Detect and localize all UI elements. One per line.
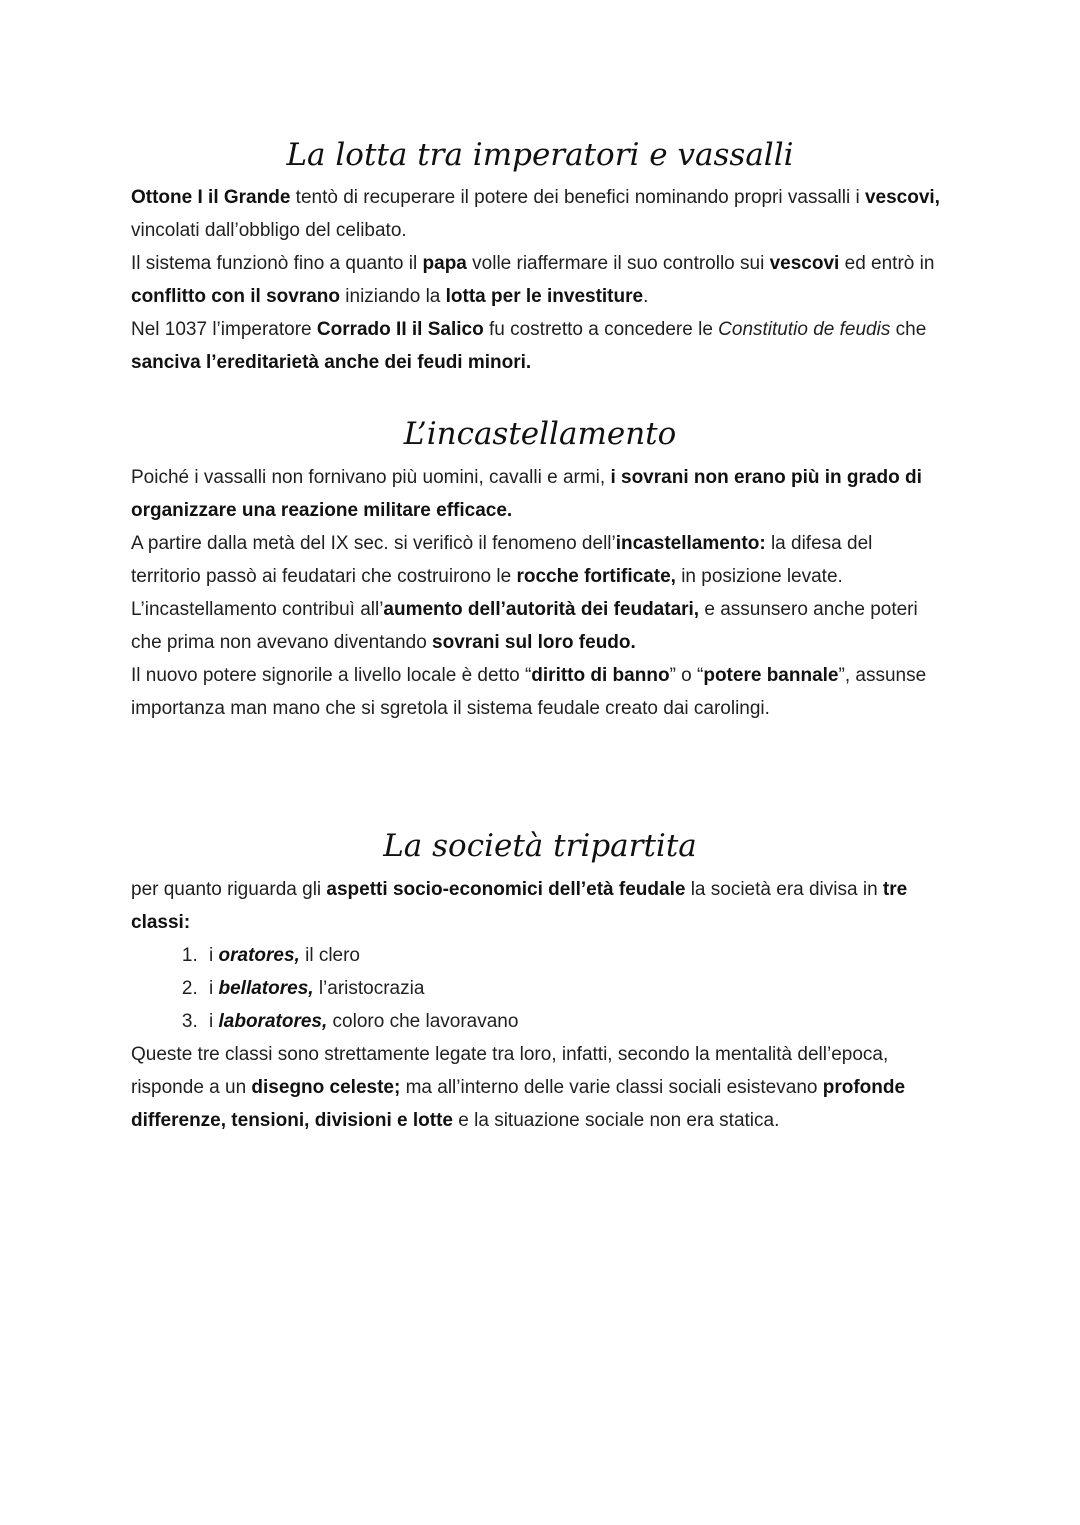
text-run: L’incastellamento contribuì all’ [131,599,384,620]
text-run: tentò di recuperare il potere dei benefici nominando propri vassalli i [290,187,865,208]
text-run: A partire dalla metà del IX sec. si verificò il fenomeno dell’ [131,533,616,554]
bold-term: rocche fortificate, [516,566,676,587]
bold-term: profonde differenze, tensioni, divisioni e lotte [131,1077,906,1131]
text-run: vincolati dall’obbligo del celibato. [131,220,407,241]
text-run: Queste tre classi sono strettamente legate tra loro, infatti, secondo la mentalità dell’epoca, risponde a un [131,1044,889,1098]
text-run: e la situazione sociale non era statica. [453,1110,780,1131]
text-run: e assunsero anche poteri che prima non avevano diventando [131,599,918,653]
bold-term: Corrado II il Salico [316,319,484,340]
list-item [203,1005,946,1038]
text-run: la difesa del territorio passò ai feudatari che costruirono le [131,533,873,587]
text-run: che [890,319,927,340]
bold-term: potere bannale [703,665,839,686]
bold-term: Ottone I il Grande [131,187,291,208]
text-run: ” o “ [669,665,704,686]
paragraph [131,593,946,659]
italic-term: Constitutio de feudis [718,319,891,340]
bold-term: aumento dell’autorità dei feudatari, [383,599,700,620]
text-run: volle riaffermare il suo controllo sui [466,253,770,274]
text-run: iniziando la [340,286,446,307]
text-run: . [643,286,649,307]
bold-term: disegno celeste; [251,1077,401,1098]
text-run: ed entrò in [839,253,935,274]
bold-term: tre classi: [131,879,908,933]
text-run: Poiché i vassalli non fornivano più uomini, cavalli e armi, [131,467,611,488]
text-run: ma all’interno delle varie classi sociali esistevano [400,1077,823,1098]
classes-list [131,939,946,1038]
text-run: la società era divisa in [685,879,883,900]
bold-term: i sovrani non erano più in grado di organizzare una reazione militare efficace. [131,467,922,521]
bold-term: sanciva l’ereditarietà anche dei feudi minori. [131,352,532,373]
text-run: Il sistema funzionò fino a quanto il [131,253,423,274]
text-run: ”, assunse importanza man mano che si sgretola il sistema feudale creato dai carolingi. [131,665,927,719]
text-run: coloro che lavoravano [327,1011,519,1032]
bold-term: vescovi [769,253,840,274]
paragraph [131,313,946,379]
text-run: l’aristocrazia [313,978,425,999]
paragraph [131,527,946,593]
text-run: Il nuovo potere signorile a livello locale è detto “ [131,665,532,686]
text-run: in posizione levate. [675,566,843,587]
text-run: per quanto riguarda gli [131,879,327,900]
section-body-societa [131,873,946,1137]
paragraph [131,181,946,247]
class-name: bellatores, [218,978,314,999]
bold-term: papa [422,253,467,274]
bold-term: vescovi, [864,187,940,208]
bold-term: sovrani sul loro feudo. [432,632,636,653]
section-body-incastellamento [131,461,946,725]
section-title-incastellamento: L’incastellamento [403,416,677,452]
list-item [203,939,946,972]
bold-term: diritto di banno [531,665,670,686]
bold-term: lotta per le investiture [445,286,644,307]
text-run: i [209,1011,219,1032]
paragraph [131,461,946,527]
section-title-societa: La società tripartita [383,828,697,864]
class-name: laboratores, [218,1011,328,1032]
paragraph [131,247,946,313]
bold-term: aspetti socio-economici dell’età feudale [326,879,686,900]
class-name: oratores, [218,945,300,966]
bold-term: incastellamento: [615,533,766,554]
bold-term: conflitto con il sovrano [131,286,341,307]
text-run: i [209,945,219,966]
paragraph [131,659,946,725]
text-run: fu costretto a concedere le [483,319,719,340]
paragraph [131,873,946,939]
text-run: i [209,978,219,999]
list-item [203,972,946,1005]
text-run: il clero [299,945,360,966]
text-run: Nel 1037 l’imperatore [131,319,317,340]
section-title-lotta: La lotta tra imperatori e vassalli [286,137,794,173]
section-body-lotta [131,181,946,379]
paragraph [131,1038,946,1137]
